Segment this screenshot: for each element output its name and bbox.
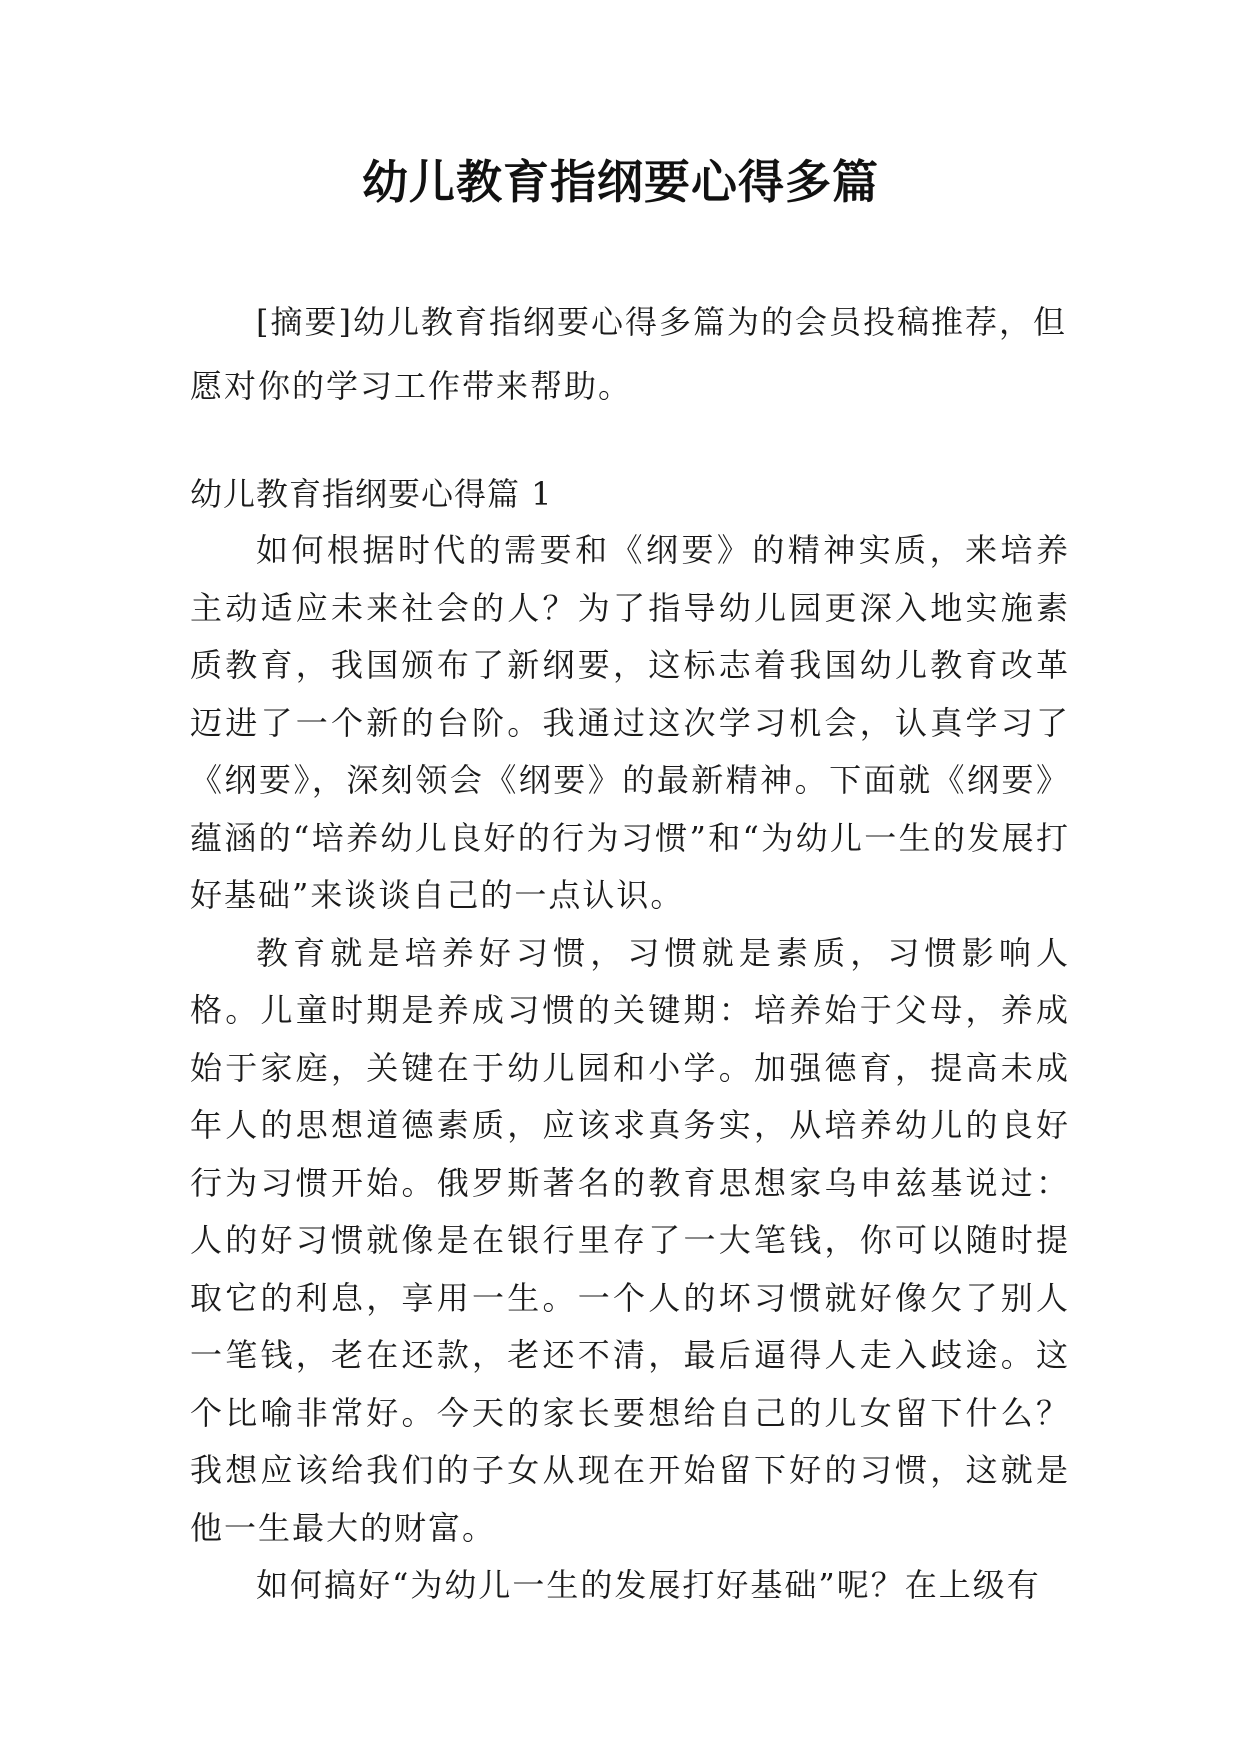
abstract-paragraph: [摘要]幼儿教育指纲要心得多篇为的会员投稿推荐，但愿对你的学习工作带来帮助。 bbox=[190, 303, 1067, 405]
document-body bbox=[190, 466, 1070, 1615]
section-heading: 幼儿教育指纲要心得篇 1 bbox=[190, 475, 553, 513]
body-paragraph: 如何根据时代的需要和《纲要》的精神实质，来培养主动适应未来社会的人？为了指导幼儿园更深入地实施素质教育，我国颁布了新纲要，这标志着我国幼儿教育改革迈进了一个新的台阶。我通过这次学习机会，认真学习了《纲要》，深刻领会《纲要》的最新精神。下面就《纲要》蕴涵的“培养幼儿良好的行为习惯”和“为幼儿一生的发展打好基础”来谈谈自己的一点认识。 bbox=[190, 531, 1070, 914]
body-paragraph: 教育就是培养好习惯，习惯就是素质，习惯影响人格。儿童时期是养成习惯的关键期：培养始于父母，养成始于家庭，关键在于幼儿园和小学。加强德育，提高未成年人的思想道德素质，应该求真务实，从培养幼儿的良好行为习惯开始。俄罗斯著名的教育思想家乌申兹基说过：人的好习惯就像是在银行里存了一大笔钱，你可以随时提取它的利息，享用一生。一个人的坏习惯就好像欠了别人一笔钱，老在还款，老还不清，最后逼得人走入歧途。这个比喻非常好。今天的家长要想给自己的儿女留下什么？我想应该给我们的子女从现在开始留下好的习惯，这就是他一生最大的财富。 bbox=[190, 933, 1070, 1547]
body-paragraph: 如何搞好“为幼儿一生的发展打好基础”呢？在上级有 bbox=[256, 1566, 1041, 1604]
document-title: 幼儿教育指纲要心得多篇 bbox=[362, 155, 879, 209]
